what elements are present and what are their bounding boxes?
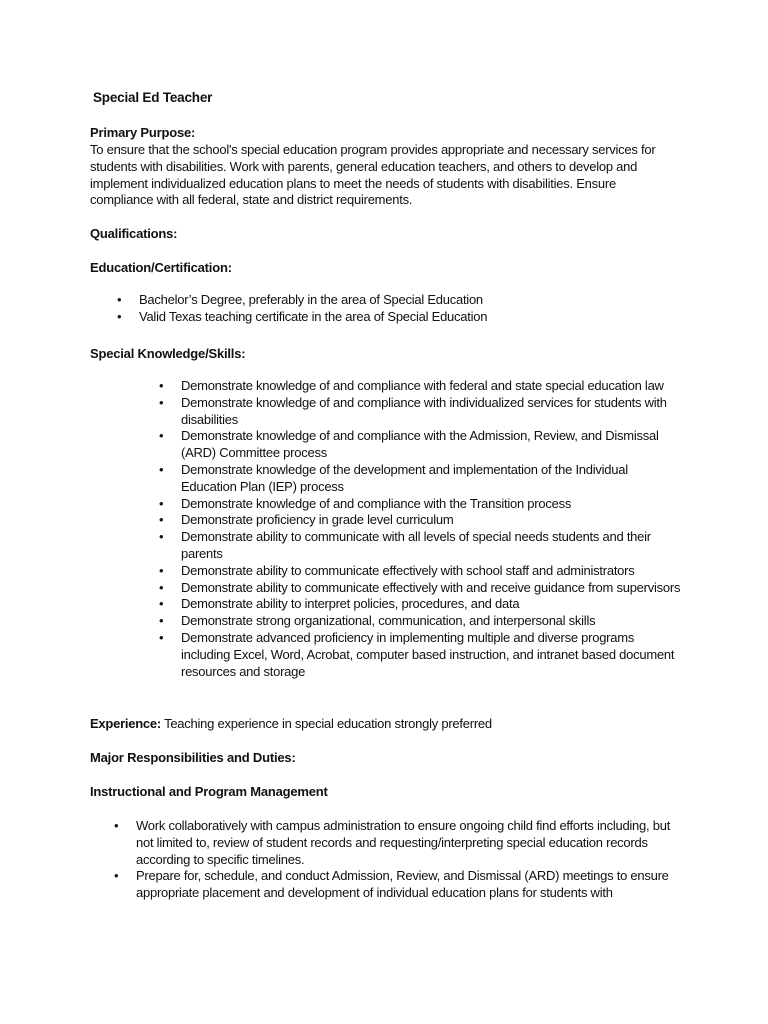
list-item: • Demonstrate ability to communicate effectively with school staff and administrators [181, 563, 681, 580]
duties-list [136, 818, 676, 902]
list-item: • Demonstrate knowledge of and compliance with the Transition process [181, 496, 681, 513]
document-title: Special Ed Teacher [93, 90, 213, 105]
list-item: • Demonstrate knowledge of and compliance with individualized services for students with disabilities [181, 395, 681, 429]
list-item: • Valid Texas teaching certificate in the area of Special Education [139, 309, 639, 326]
list-item: • Demonstrate knowledge of and compliance with the Admission, Review, and Dismissal (ARD) Committee process [181, 428, 681, 462]
primary-purpose-heading: Primary Purpose: [90, 125, 196, 140]
list-item: • Demonstrate knowledge of the development and implementation of the Individual Education Plan (IEP) process [181, 462, 681, 496]
primary-purpose-text: To ensure that the school's special education program provides appropriate and necessary services for students with disabilities. Work with parents, general education teachers, and others to develop and implement individualized education plans to meet the needs of students with disabilities. Ensure compliance with all federal, state and district requirements. [90, 142, 656, 208]
list-item: • Bachelor’s Degree, preferably in the area of Special Education [139, 292, 639, 309]
list-item: • Demonstrate advanced proficiency in implementing multiple and diverse programs including Excel, Word, Acrobat, computer based instruction, and intranet based document resources and storage [181, 630, 681, 680]
list-item: • Demonstrate ability to communicate with all levels of special needs students and their parents [181, 529, 681, 563]
experience-text: Teaching experience in special education strongly preferred [160, 716, 492, 731]
instructional-heading: Instructional and Program Management [90, 784, 328, 799]
skills-list [181, 378, 681, 680]
experience-line [90, 716, 492, 731]
qualifications-heading: Qualifications: [90, 226, 178, 241]
education-heading: Education/Certification: [90, 260, 232, 275]
skills-heading: Special Knowledge/Skills: [90, 346, 246, 361]
list-item: • Demonstrate ability to communicate effectively with and receive guidance from supervisors [181, 580, 681, 597]
list-item: • Demonstrate strong organizational, communication, and interpersonal skills [181, 613, 681, 630]
experience-label: Experience: [90, 716, 161, 731]
education-list [139, 292, 639, 326]
responsibilities-heading: Major Responsibilities and Duties: [90, 750, 296, 765]
list-item: • Demonstrate ability to interpret policies, procedures, and data [181, 596, 681, 613]
list-item: • Work collaboratively with campus administration to ensure ongoing child find efforts including, but not limited to, review of student records and requesting/interpreting special education records according to specific timelines. [136, 818, 676, 868]
list-item: • Prepare for, schedule, and conduct Admission, Review, and Dismissal (ARD) meetings to ensure appropriate placement and development of individual education plans for students with [136, 868, 676, 902]
list-item: • Demonstrate knowledge of and compliance with federal and state special education law [181, 378, 681, 395]
list-item: • Demonstrate proficiency in grade level curriculum [181, 512, 681, 529]
